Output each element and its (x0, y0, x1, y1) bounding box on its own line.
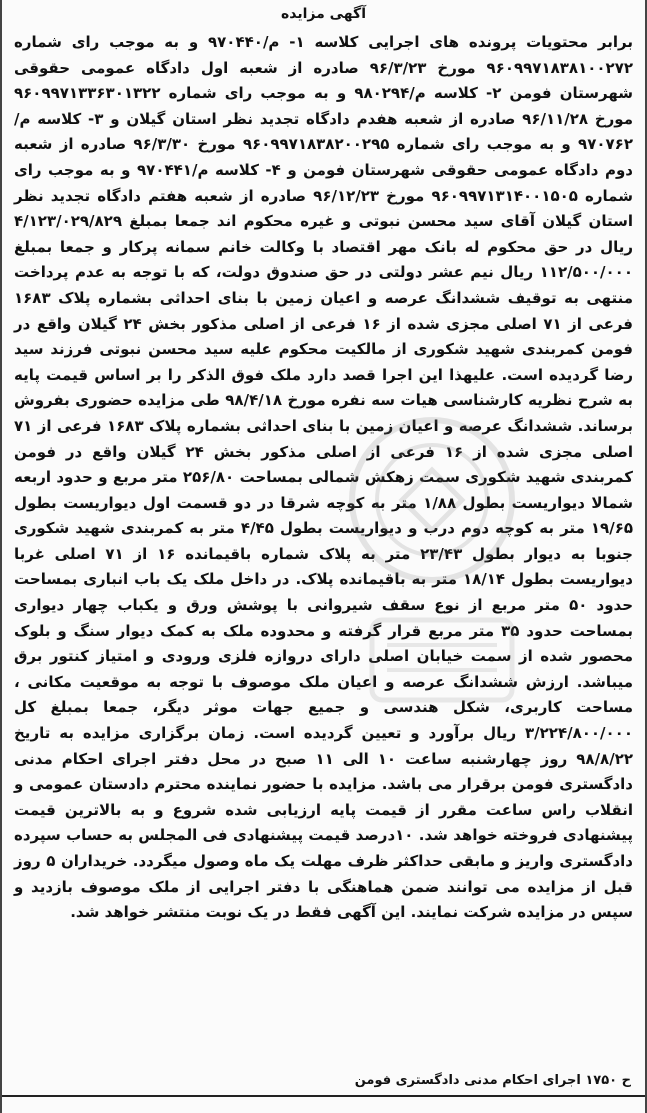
notice-title: آگهی مزایده (280, 6, 366, 22)
bottom-divider (2, 1095, 645, 1097)
notice-body: برابر محتویات پرونده های اجرایی کلاسه ۱- م/۹۷۰۴۴۰ و به موجب رای شماره ۹۶۰۹۹۷۱۸۳۸۱۰۰۲۷۲ مورخ ۹۶/۳/۲۳ صادره از شعبه اول دادگاه عمومی حقوقی شهرستان فومن ۲- کلاسه م/۹۸۰۲۹۴ و به موجب رای شماره ۹۶۰۹۹۷۱۳۳۶۳۰۱۳۲۲ مورخ ۹۶/۱۱/۲۸ صادره از شعبه هفدم دادگاه تجدید نظر استان گیلان و ۳- کلاسه م/۹۷۰۷۶۲ و به موجب رای شماره ۹۶۰۹۹۷۱۸۳۸۲۰۰۲۹۵ مورخ ۹۶/۳/۳۰ صادره از شعبه دوم دادگاه عمومی حقوقی شهرستان فومن و ۴- کلاسه م/۹۷۰۴۴۱ و به موجب رای شماره ۹۶۰۹۹۷۱۳۱۴۰۰۱۵۰۵ مورخ ۹۶/۱۲/۲۳ صادره از شعبه هفتم دادگاه تجدید نظر استان گیلان آقای سید محسن نبوتی و غیره محکوم اند جمعا بمبلغ ۴/۱۲۳/۰۲۹/۸۲۹ ریال در حق محکوم له بانک مهر اقتصاد با وکالت خانم سمانه پرکار و جمعا بمبلغ ۱۱۲/۵۰۰/۰۰۰ ریال نیم عشر دولتی در حق صندوق دولت، که با توجه به عدم پرداخت منتهی به توقیف ششدانگ عرصه و اعیان زمین با بنای احداثی بشماره پلاک ۱۶۸۳ فرعی از ۷۱ اصلی مجزی شده از ۱۶ فرعی از اصلی مذکور بخش ۲۴ گیلان واقع در فومن کمربندی شهید شکوری از مالکیت محکوم علیه سید محسن نبوتی فرزند سید رضا گردیده است. علیهذا این اجرا قصد دارد ملک فوق الذکر را بر اساس قیمت پایه به شرح نظریه کارشناسی هیات سه نفره مورخ ۹۸/۴/۱۸ طی مزایده حضوری بفروش برساند. ششدانگ عرصه و اعیان زمین با بنای احداثی بشماره پلاک ۱۶۸۳ فرعی از ۷۱ اصلی مجزی شده از ۱۶ فرعی از اصلی مذکور بخش ۲۴ گیلان واقع در فومن کمربندی شهید شکوری سمت زهکش شمالی بمساحت ۲۵۶/۸۰ متر مربع و حدود اربعه شمالا دیواریست بطول ۱/۸۸ متر به کوچه شرقا در دو قسمت اول دیواریست بطول ۱۹/۶۵ متر به کوچه دوم درب و دیواریست بطول ۴/۴۵ متر به کمربندی شهید شکوری جنوبا به دیوار بطول ۲۳/۴۳ متر به پلاک شماره باقیمانده ۱۶ از ۷۱ اصلی غربا دیواریست بطول ۱۸/۱۴ متر به باقیمانده پلاک. در داخل ملک یک باب انباری بمساحت حدود ۵۰ متر مربع از نوع سقف شیروانی با پوشش ورق و یکباب چهار دیواری بمساحت حدود ۳۵ متر مربع قرار گرفته و محدوده ملک به کمک دیوار سنگ و بلوک محصور شده از سمت خیابان اصلی دارای دروازه فلزی ورودی و امتیاز کنتور برق میباشد. ارزش ششدانگ عرصه و اعیان ملک موصوف با توجه به موقعیت مکانی ، مساحت کاربری، شکل هندسی و جمیع جهات موثر دیگر، جمعا بمبلغ کل ۳/۲۲۴/۸۰۰/۰۰۰ ریال برآورد و تعیین گردیده است. زمان برگزاری مزایده به تاریخ ۹۸/۸/۲۲ روز چهارشنبه ساعت ۱۰ الی ۱۱ صبح در محل دفتر اجرای احکام مدنی دادگستری فومن برقرار می باشد. مزایده با حضور نماینده محترم دادستان عمومی و انقلاب راس ساعت مقرر از قیمت پایه ارزیابی شده شروع و به بالاترین قیمت پیشنهادی فروخته خواهد شد. ۱۰درصد قیمت پیشنهادی فی المجلس به حساب سپرده دادگستری واریز و مابقی حداکثر ظرف مهلت یک ماه وصول میگردد. خریداران ۵ روز قبل از مزایده می توانند ضمن هماهنگی با دفتر اجرایی از ملک موصوف بازدید و سپس در مزایده شرکت نمایند. این آگهی فقط در یک نوبت منتشر خواهد شد. (14, 33, 634, 922)
notice-footer: ح ۱۷۵۰ اجرای احکام مدنی دادگستری فومن (354, 1073, 631, 1088)
